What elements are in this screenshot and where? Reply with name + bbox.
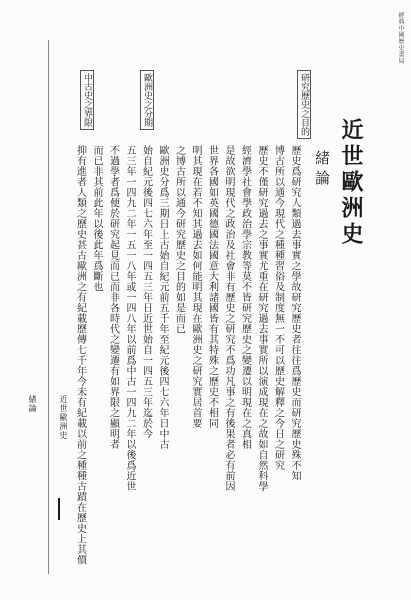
body-column: 明其現在若不知其過去如何能明其現在歐洲史之研究實居首要 [190, 145, 201, 429]
book-title: 近世歐洲史 [338, 118, 364, 248]
footer-book-title: 近世歐洲史 [59, 395, 68, 440]
body-column: 歷史不僅研究過去之事實尤重在研究過去事實所以演成現在之故如自然科學 [256, 145, 267, 492]
body-column: 不過學者爲便於研究起見而已而非各時代之變遷有如界限之顯明者 [107, 145, 119, 450]
body-column: 是故欲明現代之政治及社會非有歷史之研究不爲功凡事之有後果者必有前因 [223, 145, 234, 492]
margin-note-medieval: 中古史之界限 [80, 70, 94, 130]
footer-section: 緒論 [28, 395, 37, 413]
body-column: 歷史爲研究人類過去事實之學故研究歷史者往往爲歷史而研究歷史殊不知 [289, 145, 300, 481]
body-column: 而已非其前此年以後此年爲斷也 [91, 145, 102, 292]
section-heading: 緒論 [313, 150, 331, 190]
body-column: 歐洲史分爲三期日上古始自紀元前五千年至紀元後四七六年日中古 [157, 145, 168, 450]
body-column: 世界各國如英國德國法國意大利諸國皆有其特殊之歷史不相同 [206, 145, 218, 429]
library-stamp: 經典中國歷史書局 [397, 12, 404, 64]
body-column: 五三年一四九二年一五一八年或一四八年以前爲中古一四九二年以後爲近世 [124, 145, 135, 492]
margin-note-periods: 歐洲史之分期 [140, 70, 154, 130]
page-number-mark [58, 498, 60, 520]
body-column: 博古所以通今現代之種種習俗及制度無一不可以歷史解釋之今日之研究 [272, 145, 284, 471]
column-rule [48, 40, 49, 574]
body-column: 經濟學社會學政治學宗教等莫不皆研究歷史之變遷以明現在之真相 [239, 145, 251, 450]
body-column: 始自紀元後四七六年至一四五三年日近世始自一四五三年迄於今 [140, 145, 152, 439]
body-column: 之博古所以通今研究歷史之目的如是而已 [173, 145, 185, 334]
margin-note-purpose: 研究歷史之目的 [297, 70, 311, 139]
body-column: 抑有進者人類之歷史甚古歐洲之有紀載歷傳七千年今未有紀載以前之種種古蹟在歷史上其價 [74, 145, 86, 565]
